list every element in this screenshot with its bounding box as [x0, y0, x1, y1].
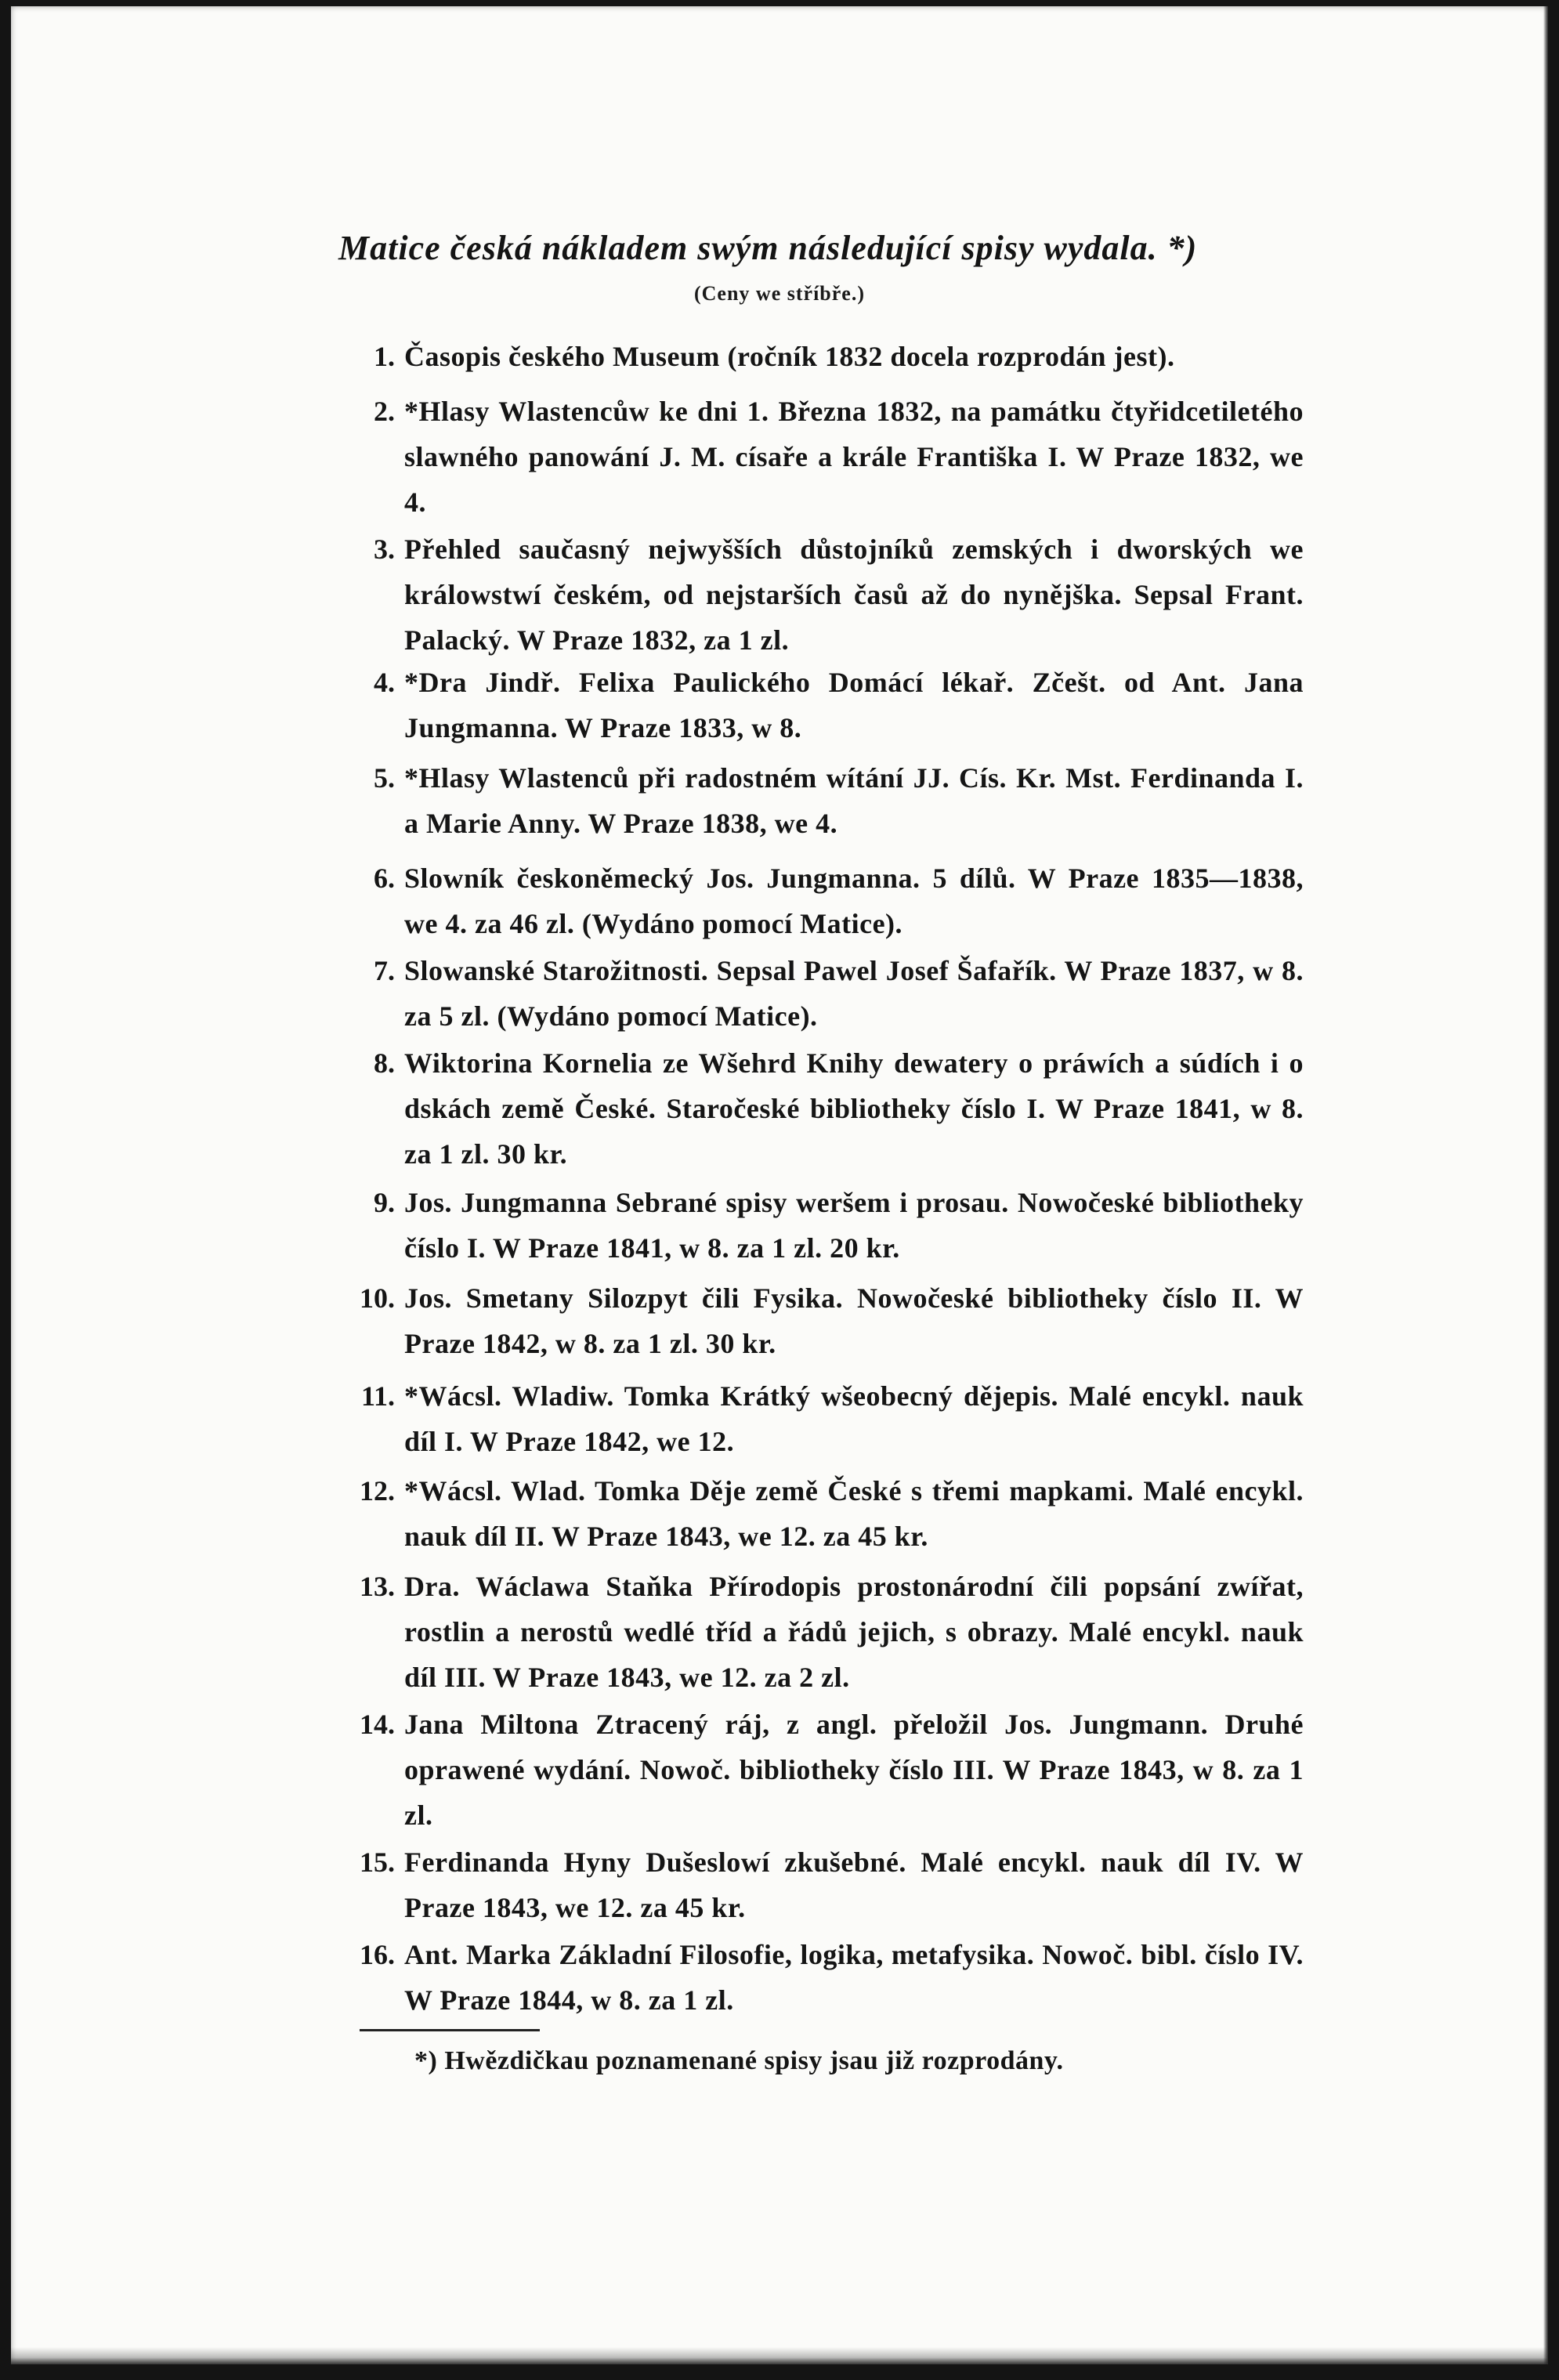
item-number: 2. — [374, 396, 395, 427]
item-text: Ant. Marka Základní Filosofie, logika, metafysika. Nowoč. bibl. číslo IV. W Praze 1844, w 8. za 1 zl. — [404, 1939, 1304, 2016]
item-text: Ferdinanda Hyny Dušeslowí zkušebné. Malé encykl. nauk díl IV. W Praze 1843, we 12. za 45 kr. — [404, 1846, 1304, 1923]
item-number: 8. — [374, 1047, 395, 1079]
item-text: Jos. Smetany Silozpyt čili Fysika. Nowočeské bibliotheky číslo II. W Praze 1842, w 8. za 1 zl. 30 kr. — [404, 1282, 1304, 1359]
list-item — [340, 660, 1304, 751]
list-item — [340, 334, 1304, 379]
item-number: 16. — [360, 1939, 395, 1970]
price-note: (Ceny we stříbře.) — [694, 282, 865, 305]
item-text: Přehled saučasný nejwyšších důstojníků zemských i dworských we králowstwí českém, od nejstarších časů až do nynějška. Sepsal Frant. Palacký. W Praze 1832, za 1 zl. — [404, 534, 1304, 656]
item-text: *Dra Jindř. Felixa Paulického Domácí lékař. Zčešt. od Ant. Jana Jungmanna. W Praze 1833, w 8. — [404, 667, 1304, 743]
item-text: Slowník českoněmecký Jos. Jungmanna. 5 dílů. W Praze 1835—1838, we 4. za 46 zl. (Wydáno pomocí Matice). — [404, 863, 1304, 939]
list-item — [340, 1564, 1304, 1700]
list-item — [340, 526, 1304, 663]
page — [11, 6, 1548, 2364]
list-item — [340, 389, 1304, 525]
item-number: 10. — [360, 1282, 395, 1314]
item-text: *Wácsl. Wladiw. Tomka Krátký wšeobecný dějepis. Malé encykl. nauk díl I. W Praze 1842, we 12. — [404, 1380, 1304, 1457]
item-text: Slowanské Starožitnosti. Sepsal Pawel Josef Šafařík. W Praze 1837, w 8. za 5 zl. (Wydáno pomocí Matice). — [404, 955, 1304, 1032]
footnote-rule — [360, 2029, 540, 2031]
item-text: *Hlasy Wlastencůw ke dni 1. Března 1832, na památku čtyřidcetiletého slawného panowání J. M. císaře a krále Františka I. W Praze 1832, we 4. — [404, 396, 1304, 518]
list-item — [340, 755, 1304, 846]
item-number: 14. — [360, 1709, 395, 1740]
item-number: 3. — [374, 534, 395, 565]
item-number: 5. — [374, 762, 395, 794]
list-item — [340, 1932, 1304, 2023]
item-number: 11. — [360, 1380, 395, 1412]
item-number: 7. — [374, 955, 395, 986]
list-item — [340, 1373, 1304, 1464]
item-text: *Hlasy Wlastenců při radostném wítání JJ. Cís. Kr. Mst. Ferdinanda I. a Marie Anny. W Praze 1838, we 4. — [404, 762, 1304, 839]
item-text: Wiktorina Kornelia ze Wšehrd Knihy dewatery o práwích a súdích i o dskách země České. Staročeské bibliotheky číslo I. W Praze 1841, w 8. za 1 zl. 30 kr. — [404, 1047, 1304, 1170]
item-number: 6. — [374, 863, 395, 894]
list-item — [340, 1839, 1304, 1930]
item-text: Jos. Jungmanna Sebrané spisy weršem i prosau. Nowočeské bibliotheky číslo I. W Praze 1841, w 8. za 1 zl. 20 kr. — [404, 1187, 1304, 1264]
item-number: 13. — [360, 1571, 395, 1602]
list-item — [340, 948, 1304, 1039]
item-number: 12. — [360, 1475, 395, 1506]
list-item — [340, 855, 1304, 946]
list-item — [340, 1040, 1304, 1177]
page-title: Matice česká nákladem swým následující spisy wydala. *) — [338, 229, 1198, 267]
list-item — [340, 1468, 1304, 1559]
footnote: *) Hwězdičkau poznamenané spisy jsau již rozprodány. — [414, 2046, 1064, 2075]
page-edge-right — [1543, 6, 1548, 2364]
item-text: Dra. Wáclawa Staňka Přírodopis prostonárodní čili popsání zwířat, rostlin a nerostů wedlé tříd a řádů jejich, s obrazy. Malé encykl. nauk díl III. W Praze 1843, we 12. za 2 zl. — [404, 1571, 1304, 1693]
list-item — [340, 1275, 1304, 1366]
item-text: Časopis českého Museum (ročník 1832 docela rozprodán jest). — [404, 341, 1175, 372]
item-number: 1. — [374, 341, 395, 372]
list-item — [340, 1180, 1304, 1271]
item-text: *Wácsl. Wlad. Tomka Děje země České s třemi mapkami. Malé encykl. nauk díl II. W Praze 1843, we 12. za 45 kr. — [404, 1475, 1304, 1552]
item-number: 4. — [374, 667, 395, 698]
list-item — [340, 1702, 1304, 1838]
item-number: 9. — [374, 1187, 395, 1218]
item-text: Jana Miltona Ztracený ráj, z angl. přeložil Jos. Jungmann. Druhé oprawené wydání. Nowoč. bibliotheky číslo III. W Praze 1843, w 8. za 1 zl. — [404, 1709, 1304, 1831]
item-number: 15. — [360, 1846, 395, 1878]
page-edge — [11, 2347, 1548, 2364]
